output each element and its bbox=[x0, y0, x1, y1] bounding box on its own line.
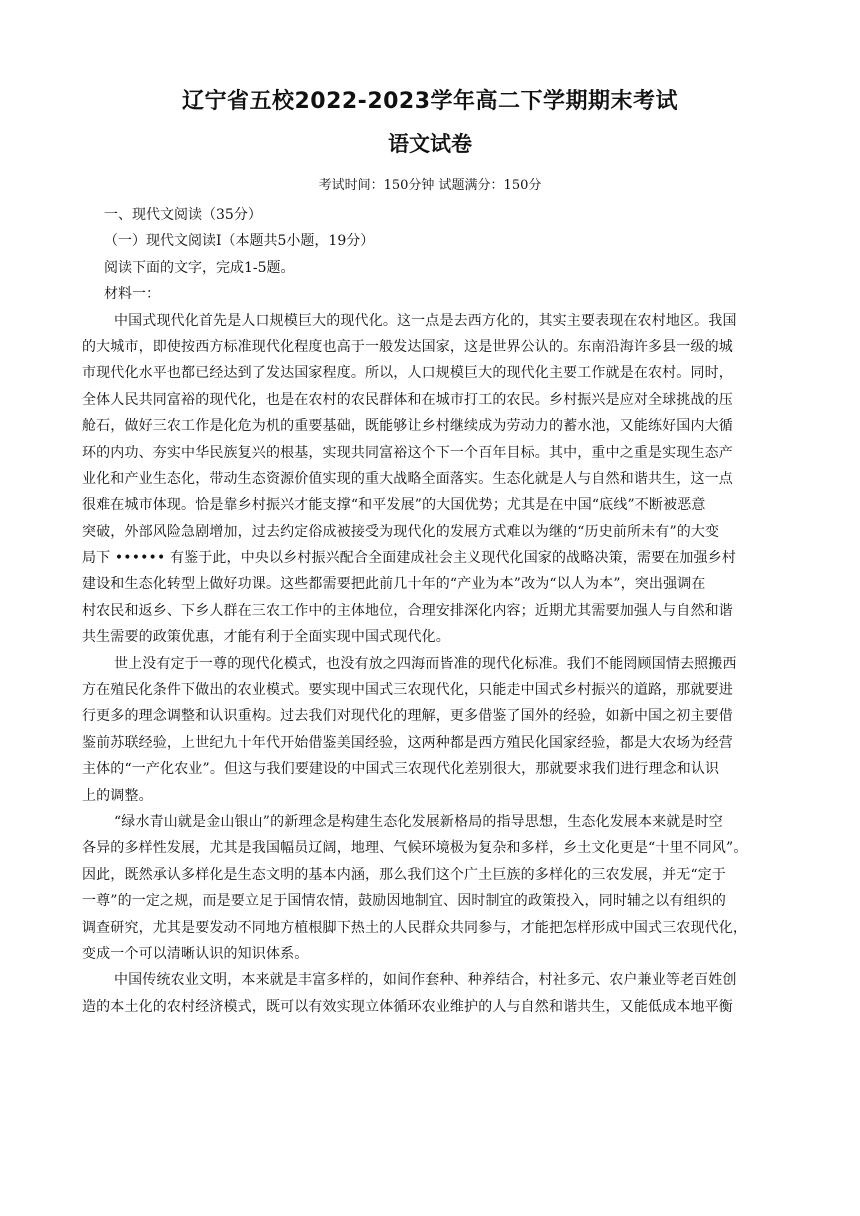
exam-title: 辽宁省五校2022-2023学年高二下学期期末考试 bbox=[181, 89, 679, 114]
text-line: 业化和产业生态化，带动生态资源价值实现的重大战略全面落实。生态化就是人与自然和谐共生，这一点 bbox=[82, 470, 733, 487]
text-line: 鉴前苏联经验，上世纪九十年代开始借鉴美国经验，这两种都是西方殖民化国家经验，都是大农场为经营 bbox=[82, 734, 733, 751]
text-line: 造的本土化的农村经济模式，既可以有效实现立体循环农业维护的人与自然和谐共生，又能低成本地平衡 bbox=[82, 998, 733, 1015]
paragraph-4 bbox=[82, 967, 782, 1020]
document-body bbox=[82, 202, 782, 1020]
text-line: 方在殖民化条件下做出的农业模式。要实现中国式三农现代化，只能走中国式乡村振兴的道路，那就要进 bbox=[82, 682, 733, 699]
text-line: 行更多的理念调整和认识重构。过去我们对现代化的理解，更多借鉴了国外的经验，如新中国之初主要借 bbox=[82, 708, 733, 725]
subsection-heading: （一）现代文阅读I（本题共5小题，19分） bbox=[104, 233, 375, 250]
text-line: 中国传统农业文明，本来就是丰富多样的，如间作套种、种养结合，村社多元、农户兼业等老百姓创 bbox=[114, 972, 737, 989]
reading-instruction: 阅读下面的文字，完成1-5题。 bbox=[104, 259, 295, 276]
text-line: 建设和生态化转型上做好功课。这些都需要把此前几十年的“产业为本”改为“以人为本”，突出强调在 bbox=[82, 576, 706, 593]
text-line: 村农民和返乡、下乡人群在三农工作中的主体地位，合理安排深化内容；近期尤其需要加强人与自然和谐 bbox=[82, 602, 733, 619]
text-line: 上的调整。 bbox=[82, 787, 153, 804]
text-line: 很难在城市体现。恰是靠乡村振兴才能支撑“和平发展”的大国优势；尤其是在中国“底线”不断被恶意 bbox=[82, 497, 706, 514]
text-line: 局下 •••••• 有鉴于此，中央以乡村振兴配合全面建成社会主义现代化国家的战略决策，需要在加强乡村 bbox=[82, 550, 736, 567]
paragraph-3 bbox=[82, 809, 782, 967]
text-line: 一尊”的一定之规，而是要立足于国情农情，鼓励因地制宜、因时制宜的政策投入，同时辅之以有组织的 bbox=[82, 893, 727, 910]
text-line: 各异的多样性发展，尤其是我国幅员辽阔，地理、气候环境极为复杂和多样，乡土文化更是“十里不同风”。 bbox=[82, 840, 748, 857]
text-line: 共生需要的政策优惠，才能有利于全面实现中国式现代化。 bbox=[82, 629, 450, 646]
text-line: 市现代化水平也都已经达到了发达国家程度。所以，人口规模巨大的现代化主要工作就是在农村。同时， bbox=[82, 365, 733, 382]
text-line: 突破，外部风险急剧增加，过去约定俗成被接受为现代化的发展方式难以为继的“历史前所未有”的大变 bbox=[82, 523, 720, 540]
text-line: 环的内功、夯实中华民族复兴的根基，实现共同富裕这个下一个百年目标。其中，重中之重是实现生态产 bbox=[82, 444, 733, 461]
paragraph-1 bbox=[82, 308, 782, 651]
text-line: “绿水青山就是金山银山”的新理念是构建生态化发展新格局的指导思想，生态化发展本来就是时空 bbox=[114, 813, 723, 830]
text-line: 因此，既然承认多样化是生态文明的基本内涵，那么我们这个广土巨族的多样化的三农发展，并无“定于 bbox=[82, 866, 727, 883]
exam-subtitle: 语文试卷 bbox=[388, 132, 472, 156]
section-heading: 一、现代文阅读（35分） bbox=[104, 207, 262, 223]
text-line: 舱石，做好三农工作是化危为机的重要基础，既能够让乡村继续成为劳动力的蓄水池，又能练好国内大循 bbox=[82, 418, 733, 435]
text-line: 中国式现代化首先是人口规模巨大的现代化。这一点是去西方化的，其实主要表现在农村地区。我国 bbox=[114, 312, 737, 329]
exam-info: 考试时间：150分钟 试题满分：150分 bbox=[318, 178, 542, 193]
paragraph-2 bbox=[82, 651, 782, 809]
text-line: 变成一个可以清晰认识的知识体系。 bbox=[82, 945, 309, 962]
text-line: 调查研究，尤其是要发动不同地方植根脚下热土的人民群众共同参与，才能把怎样形成中国式三农现代化， bbox=[82, 919, 748, 936]
text-line: 全体人民共同富裕的现代化，也是在农村的农民群体和在城市打工的农民。乡村振兴是应对全球挑战的压 bbox=[82, 391, 733, 408]
text-line: 主体的“一产化农业”。但这与我们要建设的中国式三农现代化差别很大，那就要求我们进行理念和认识 bbox=[82, 761, 720, 778]
text-line: 的大城市，即使按西方标准现代化程度也高于一般发达国家，这是世界公认的。东南沿海许多县一级的城 bbox=[82, 338, 733, 355]
material-label: 材料一： bbox=[104, 286, 160, 303]
text-line: 世上没有定于一尊的现代化模式，也没有放之四海而皆准的现代化标准。我们不能罔顾国情去照搬西 bbox=[114, 655, 737, 672]
